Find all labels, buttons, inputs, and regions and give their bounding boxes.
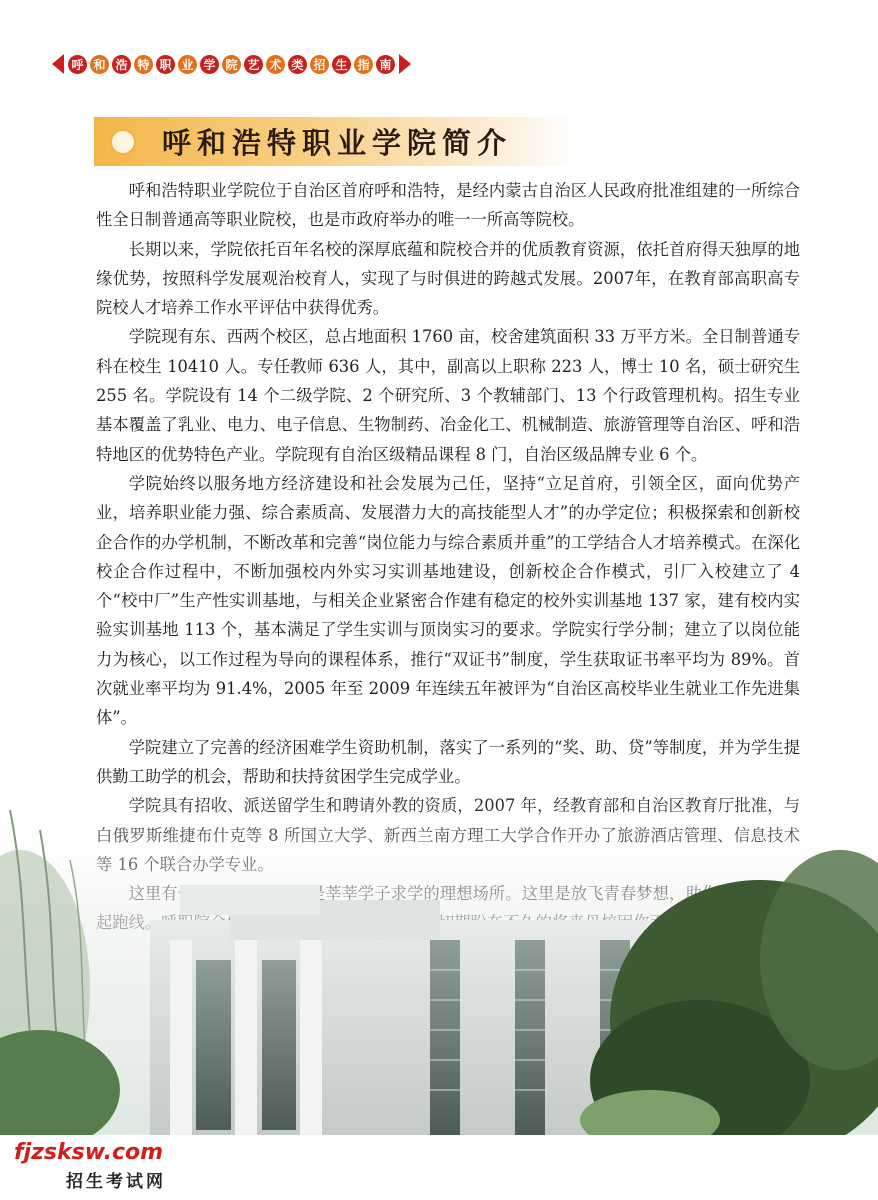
watermark-logo-text: fjzsksw — [14, 1140, 104, 1165]
header-banner-char: 学 — [200, 55, 219, 74]
paragraph-3: 学院现有东、西两个校区，总占地面积 1760 亩，校舍建筑面积 33 万平方米。全日制普通专科在校生 10410 人。专任教师 636 人，其中，副高以上职称 223 人，博士 10 名，硕士研究生 255 名。学院设有 14 个二级学院、2 个研究所、3 个教辅部门、13 个行政管理机构。招生专业基本覆盖了乳业、电力、电子信息、生物制药、冶金化工、机械制造、旅游管理等自治区、呼和浩特地区的优势特色产业。学院现有自治区级精品课程 8 门，自治区级品牌专业 6 个。 — [96, 327, 800, 464]
header-banner-char: 业 — [178, 55, 197, 74]
site-watermark — [14, 1140, 166, 1192]
paragraph-4: 学院始终以服务地方经济建设和社会发展为己任，坚持“立足首府，引领全区，面向优势产业，培养职业能力强、综合素质高、发展潜力大的高技能型人才”的办学定位；积极探索和创新校企合作的办学机制，不断改革和完善“岗位能力与综合素质并重”的工学结合人才培养模式。在深化校企合作过程中，不断加强校内外实习实训基地建设，创新校企合作模式，引厂入校建立了 4 个“校中厂”生产性实训基地，与相关企业紧密合作建有稳定的校外实训基地 137 家，建有校内实验实训基地 113 个，基本满足了学生实训与顶岗实习的要求。学院实行学分制；建立了以岗位能力为核心，以工作过程为导向的课程体系，推行“双证书”制度，学生获取证书率平均为 89%。首次就业率平均为 91.4%，2005 年至 2009 年连续五年被评为“自治区高校毕业生就业工作先进集体”。 — [96, 473, 800, 728]
paragraph-1: 呼和浩特职业学院位于自治区首府呼和浩特，是经内蒙古自治区人民政府批准组建的一所综合性全日制普通高等职业院校，也是市政府举办的唯一一所高等院校。 — [96, 181, 800, 230]
bullet-circle-icon — [110, 129, 136, 155]
watermark-logo — [14, 1140, 166, 1165]
arrow-right-icon — [399, 54, 411, 74]
header-banner-char: 特 — [134, 55, 153, 74]
header-banner-char: 南 — [376, 55, 395, 74]
campus-building-photo — [0, 790, 878, 1135]
header-banner-text — [68, 55, 395, 74]
paragraph-2: 长期以来，学院依托百年名校的深厚底蕴和院校合并的优质教育资源，依托首府得天独厚的地缘优势，按照科学发展观治校育人，实现了与时俱进的跨越式发展。2007年，在教育部高职高专院校人才培养工作水平评估中获得优秀。 — [96, 239, 800, 318]
header-banner-char: 职 — [156, 55, 175, 74]
header-banner-char: 艺 — [244, 55, 263, 74]
section-title-box — [94, 117, 576, 166]
header-banner-char: 呼 — [68, 55, 87, 74]
arrow-left-icon — [52, 54, 64, 74]
header-banner-char: 指 — [354, 55, 373, 74]
watermark-subtitle: 招生考试网 — [66, 1172, 166, 1192]
header-banner-char: 招 — [310, 55, 329, 74]
header-banner-char: 浩 — [112, 55, 131, 74]
paragraph-5: 学院建立了完善的经济困难学生资助机制，落实了一系列的“奖、助、贷”等制度，并为学生提供勤工助学的机会，帮助和扶持贫困学生完成学业。 — [96, 737, 800, 786]
header-banner-char: 术 — [266, 55, 285, 74]
header-banner-char: 和 — [90, 55, 109, 74]
watermark-logo-suffix: .com — [103, 1140, 164, 1165]
header-banner-char: 院 — [222, 55, 241, 74]
page-title: 呼和浩特职业学院简介 — [162, 126, 513, 160]
header-banner — [52, 51, 411, 77]
header-banner-char: 类 — [288, 55, 307, 74]
header-banner-char: 生 — [332, 55, 351, 74]
